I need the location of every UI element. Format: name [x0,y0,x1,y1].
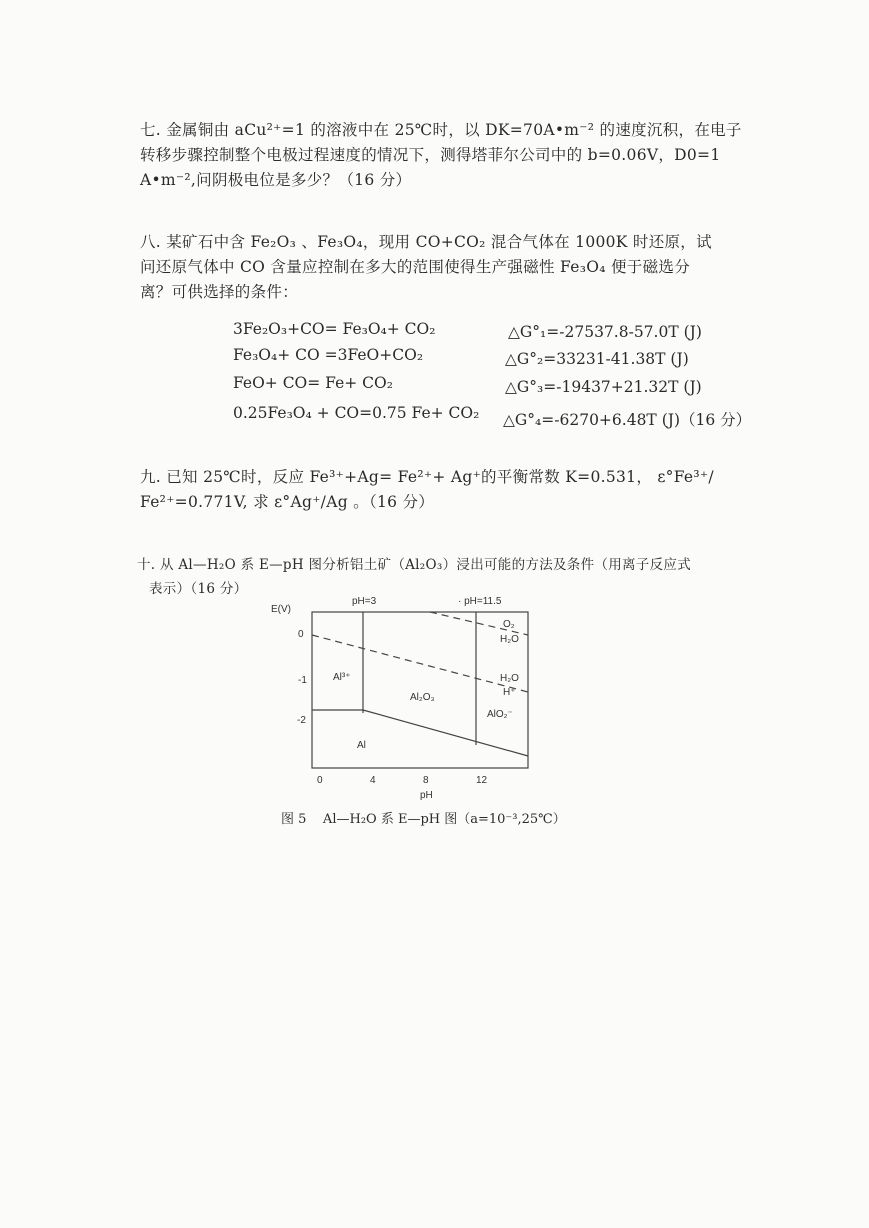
x-axis-label: pH [420,790,433,801]
reaction-3-free-energy: △G°₃=-19437+21.32T (J) [505,378,702,396]
diagram-frame [312,612,528,768]
reaction-2-equation: Fe₃O₄+ CO =3FeO+CO₂ [233,346,424,364]
label-h2o-lower: H₂O [500,673,519,684]
x-tick-4: 4 [370,775,376,786]
figure-caption: 图 5 Al—H₂O 系 E—pH 图（a=10⁻³,25℃） [281,812,566,827]
label-h-plus: H⁺ [503,687,516,698]
q7-line-1: 七. 金属铜由 aCu²⁺=1 的溶液中在 25℃时，以 DK=70A•m⁻² 的速度沉积，在电子 [140,121,742,139]
reaction-4-free-energy: △G°₄=-6270+6.48T (J)（16 分） [503,411,752,429]
q8-line-3: 离？可供选择的条件： [140,283,299,301]
reaction-1-free-energy: △G°₁=-27537.8-57.0T (J) [508,323,702,341]
q9-line-2: Fe²⁺=0.771V, 求 ε°Ag⁺/Ag 。（16 分） [140,493,435,511]
region-al2o3: Al₂O₃ [410,692,435,703]
region-al3: Al³⁺ [333,672,351,683]
x-tick-8: 8 [423,775,429,786]
q7-line-2: 转移步骤控制整个电极过程速度的情况下，测得塔菲尔公司中的 b=0.06V，D0=1 [140,146,721,164]
y-axis-label: E(V) [271,604,291,615]
q8-line-2: 问还原气体中 CO 含量应控制在多大的范围使得生产强磁性 Fe₃O₄ 便于磁选分 [140,258,690,276]
y-tick-minus-2: -2 [297,715,306,726]
reaction-2-free-energy: △G°₂=33231-41.38T (J) [505,350,689,368]
label-o2: O₂ [503,619,515,630]
y-tick-0: 0 [298,629,304,640]
reaction-3-equation: FeO+ CO= Fe+ CO₂ [233,374,393,392]
q9-line-1: 九. 已知 25℃时，反应 Fe³⁺+Ag= Fe²⁺+ Ag⁺的平衡常数 K=0.531， ε°Fe³⁺/ [140,468,714,486]
reaction-1-equation: 3Fe₂O₃+CO= Fe₃O₄+ CO₂ [233,320,436,338]
region-al: Al [357,740,366,751]
reaction-4-equation: 0.25Fe₃O₄ + CO=0.75 Fe+ CO₂ [233,404,480,422]
ph3-label: pH=3 [352,596,377,607]
y-tick-minus-1: -1 [298,675,307,686]
x-tick-0: 0 [317,775,323,786]
ph11-5-label: · pH=11.5 [458,596,502,607]
x-tick-12: 12 [476,775,488,786]
q7-line-3: A•m⁻²,问阴极电位是多少？（16 分） [140,171,412,189]
q10-line-2: 表示）（16 分） [149,581,248,597]
q10-line-1: 十. 从 Al—H₂O 系 E—pH 图分析铝土矿（Al₂O₃）浸出可能的方法及条件（用离子反应式 [137,557,691,573]
h2o-h2-line [312,635,528,692]
region-alo2: AlO₂⁻ [487,709,513,720]
label-h2o-upper: H₂O [500,634,519,645]
q8-line-1: 八. 某矿石中含 Fe₂O₃ 、Fe₃O₄，现用 CO+CO₂ 混合气体在 1000K 时还原，试 [140,233,712,251]
